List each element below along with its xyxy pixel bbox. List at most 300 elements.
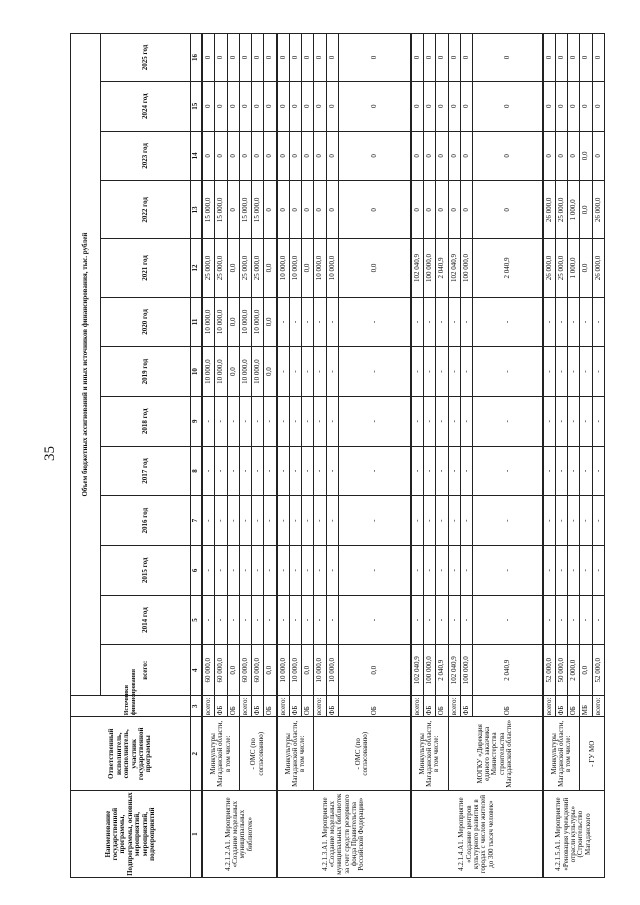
funding-value: 10 000,0 xyxy=(252,297,264,347)
funding-value: - xyxy=(289,595,301,645)
funding-value: - xyxy=(289,546,301,596)
header-year: 2016 год xyxy=(101,496,191,546)
funding-value: 25 000,0 xyxy=(215,239,227,297)
funding-value: - xyxy=(580,396,592,446)
funding-value: - xyxy=(215,396,227,446)
table-row xyxy=(314,34,326,878)
funding-value: 0 xyxy=(568,81,580,131)
table-row xyxy=(580,34,592,878)
funding-value: - xyxy=(326,396,338,446)
funding-value: - xyxy=(424,396,436,446)
column-number: 15 xyxy=(191,81,203,131)
funding-value: 0 xyxy=(289,131,301,181)
funding-value: 0 xyxy=(215,34,227,82)
funding-value: - xyxy=(424,595,436,645)
funding-value: - xyxy=(289,496,301,546)
funding-value: 52 000,0 xyxy=(543,645,556,696)
funding-value: - xyxy=(215,595,227,645)
funding-value: 10 000,0 xyxy=(239,347,251,397)
funding-value: - xyxy=(436,347,448,397)
funding-value: - xyxy=(555,446,567,496)
funding-value: 15 000,0 xyxy=(215,181,227,239)
funding-value: 0 xyxy=(448,34,460,82)
funding-value: - xyxy=(326,546,338,596)
funding-value: 25 000,0 xyxy=(202,239,215,297)
funding-source: всего: xyxy=(314,696,326,717)
funding-value: - xyxy=(460,396,472,446)
funding-value: 10 000,0 xyxy=(215,347,227,397)
funding-value: - xyxy=(326,496,338,546)
header-name: Наименование государственной программы, Подпрограммы, основных мероприятий, мероприятий, подмероприятий xyxy=(71,791,191,878)
funding-value: 26 000,0 xyxy=(543,239,556,297)
funding-value: 0,0 xyxy=(264,347,277,397)
header-year: 2020 год xyxy=(101,297,191,347)
column-number: 10 xyxy=(191,347,203,397)
funding-value: 0 xyxy=(289,34,301,82)
funding-value: - xyxy=(215,496,227,546)
column-number: 13 xyxy=(191,181,203,239)
funding-value: - xyxy=(202,446,215,496)
funding-value: 0,0 xyxy=(580,181,592,239)
funding-value: 0 xyxy=(326,131,338,181)
funding-value: - xyxy=(473,396,543,446)
funding-value: 102 040,9 xyxy=(448,645,460,696)
funding-value: 10 000,0 xyxy=(326,645,338,696)
funding-value: 0 xyxy=(264,181,277,239)
funding-value: - xyxy=(239,496,251,546)
header-year: 2023 год xyxy=(101,131,191,181)
funding-value: 0,0 xyxy=(227,239,239,297)
activity-name: 4.2.1.5.А1. Мероприятие «Реновация учреждений отрасли культуры» (Строительство Магаданского xyxy=(543,791,605,878)
funding-value: - xyxy=(473,446,543,496)
funding-value: - xyxy=(264,396,277,446)
funding-value: 0 xyxy=(302,181,314,239)
funding-value: 0 xyxy=(411,34,424,82)
funding-value: 0 xyxy=(448,181,460,239)
funding-value: 0 xyxy=(302,131,314,181)
funding-value: - xyxy=(202,496,215,546)
funding-value: 60 000,0 xyxy=(215,645,227,696)
funding-value: 0 xyxy=(202,81,215,131)
funding-value: 0 xyxy=(227,131,239,181)
column-number: 6 xyxy=(191,546,203,596)
funding-value: 10 000,0 xyxy=(289,239,301,297)
column-number: 11 xyxy=(191,297,203,347)
header-year: 2019 год xyxy=(101,347,191,397)
funding-value: 0,0 xyxy=(264,645,277,696)
funding-value: 0 xyxy=(277,34,290,82)
funding-value: 15 000,0 xyxy=(252,181,264,239)
funding-value: - xyxy=(424,496,436,546)
column-number: 14 xyxy=(191,131,203,181)
funding-value: 0 xyxy=(338,181,410,239)
funding-value: - xyxy=(314,496,326,546)
funding-value: - xyxy=(543,496,556,546)
funding-value: 0,0 xyxy=(227,645,239,696)
funding-value: - xyxy=(448,546,460,596)
funding-value: 0,0 xyxy=(580,239,592,297)
funding-value: - xyxy=(227,546,239,596)
funding-source: ОБ xyxy=(227,696,239,717)
funding-value: 0 xyxy=(326,34,338,82)
table-row xyxy=(239,34,251,878)
funding-value: - xyxy=(338,446,410,496)
funding-value: - xyxy=(239,396,251,446)
funding-value: 10 000,0 xyxy=(252,347,264,397)
funding-value: 26 000,0 xyxy=(543,181,556,239)
funding-value: - xyxy=(227,446,239,496)
funding-value: - xyxy=(448,297,460,347)
funding-value: 0 xyxy=(460,131,472,181)
funding-value: - xyxy=(227,396,239,446)
funding-source: ОБ xyxy=(302,696,314,717)
page-number: 35 xyxy=(41,445,58,461)
column-number-row xyxy=(191,34,203,878)
table-row xyxy=(202,34,215,878)
funding-value: - xyxy=(473,297,543,347)
funding-value: 10 000,0 xyxy=(277,645,290,696)
funding-value: 0 xyxy=(473,81,543,131)
header-funding: Объем бюджетных ассигнований и иных источников финансирования, тыс. рублей xyxy=(71,34,101,696)
funding-value: 0 xyxy=(592,34,604,82)
funding-value: 0 xyxy=(543,131,556,181)
funding-value: 0 xyxy=(436,81,448,131)
funding-value: 0 xyxy=(338,131,410,181)
header-source: Источники финансирования xyxy=(71,696,191,717)
funding-value: - xyxy=(326,446,338,496)
funding-source: ФБ xyxy=(215,696,227,717)
column-number: 7 xyxy=(191,496,203,546)
funding-value: - xyxy=(555,595,567,645)
funding-value: 26 000,0 xyxy=(592,239,604,297)
funding-value: - xyxy=(252,595,264,645)
funding-value: - xyxy=(543,595,556,645)
funding-value: - xyxy=(227,595,239,645)
funding-value: - xyxy=(314,595,326,645)
funding-value: - xyxy=(436,297,448,347)
funding-value: 0 xyxy=(411,131,424,181)
funding-source: ОБ xyxy=(338,696,410,717)
funding-source: ОБ xyxy=(436,696,448,717)
funding-value: - xyxy=(592,595,604,645)
funding-value: 0 xyxy=(424,181,436,239)
funding-value: 15 000,0 xyxy=(239,181,251,239)
funding-value: - xyxy=(448,446,460,496)
funding-value: - xyxy=(302,595,314,645)
header-year: 2025 год xyxy=(101,34,191,82)
funding-value: - xyxy=(202,595,215,645)
funding-value: - xyxy=(424,297,436,347)
funding-value: 0,0 xyxy=(338,239,410,297)
table-row xyxy=(448,34,460,878)
header-year: 2014 год xyxy=(101,595,191,645)
funding-source: ОБ xyxy=(473,696,543,717)
funding-value: - xyxy=(277,297,290,347)
funding-value: 0 xyxy=(227,181,239,239)
funding-value: - xyxy=(460,496,472,546)
funding-value: - xyxy=(326,595,338,645)
table-row xyxy=(411,34,424,878)
funding-value: - xyxy=(460,546,472,596)
funding-value: - xyxy=(314,546,326,596)
funding-value: 0 xyxy=(436,34,448,82)
funding-value: - xyxy=(568,496,580,546)
funding-value: - xyxy=(202,396,215,446)
responsible-sub: - ГУ МО xyxy=(580,717,605,791)
column-number: 2 xyxy=(191,717,203,791)
funding-value: - xyxy=(460,446,472,496)
funding-value: 0 xyxy=(543,81,556,131)
funding-value: - xyxy=(227,496,239,546)
funding-value: 52 000,0 xyxy=(592,645,604,696)
funding-value: 0 xyxy=(592,81,604,131)
funding-value: - xyxy=(555,297,567,347)
funding-value: 10 000,0 xyxy=(215,297,227,347)
column-number: 4 xyxy=(191,645,203,696)
funding-value: 0 xyxy=(473,34,543,82)
funding-value: - xyxy=(448,595,460,645)
funding-value: 0 xyxy=(227,81,239,131)
responsible-sub: МОГКУ «Дирекция единого заказчика Министерства строительства Магаданской области» xyxy=(448,717,543,791)
funding-value: 0 xyxy=(302,34,314,82)
funding-value: 0 xyxy=(239,34,251,82)
funding-value: 102 040,9 xyxy=(411,239,424,297)
funding-value: 0,0 xyxy=(338,645,410,696)
funding-source: всего: xyxy=(202,696,215,717)
funding-value: 0 xyxy=(215,131,227,181)
column-number: 8 xyxy=(191,446,203,496)
funding-value: 0 xyxy=(424,81,436,131)
funding-value: 2 040,9 xyxy=(436,645,448,696)
funding-value: - xyxy=(543,297,556,347)
funding-value: 0 xyxy=(555,34,567,82)
funding-value: - xyxy=(314,446,326,496)
funding-value: 10 000,0 xyxy=(277,239,290,297)
funding-value: 0 xyxy=(239,131,251,181)
funding-value: - xyxy=(580,546,592,596)
header-total: всего: xyxy=(101,645,191,696)
header-responsible: Ответственный исполнитель, соисполнитель, участник государственной программы xyxy=(71,717,191,791)
funding-value: 15 000,0 xyxy=(202,181,215,239)
funding-value: - xyxy=(277,347,290,397)
funding-value: 0,0 xyxy=(302,645,314,696)
funding-value: 0,0 xyxy=(227,347,239,397)
funding-value: - xyxy=(239,446,251,496)
funding-value: 0 xyxy=(424,34,436,82)
funding-value: 100 000,0 xyxy=(460,645,472,696)
funding-value: - xyxy=(302,446,314,496)
funding-value: 0 xyxy=(448,81,460,131)
header-year: 2015 год xyxy=(101,546,191,596)
funding-value: - xyxy=(460,595,472,645)
funding-value: 0 xyxy=(592,131,604,181)
activity-name: 4.2.1.4.А1. Мероприятие «Создание центров культурного развития в городах с числом жителей до 300 тысяч человек» xyxy=(411,791,543,878)
funding-value: - xyxy=(302,297,314,347)
funding-value: 0 xyxy=(277,81,290,131)
funding-value: 102 040,9 xyxy=(448,239,460,297)
responsible-main: Минкультуры Магаданской области, в том числе: xyxy=(202,717,239,791)
funding-value: 0 xyxy=(543,34,556,82)
funding-value: - xyxy=(592,446,604,496)
funding-value: 100 000,0 xyxy=(424,239,436,297)
funding-value: - xyxy=(252,546,264,596)
funding-value: - xyxy=(424,347,436,397)
funding-value: - xyxy=(252,396,264,446)
funding-value: - xyxy=(252,446,264,496)
responsible-main: Минкультуры Магаданской области, в том числе: xyxy=(277,717,314,791)
funding-value: - xyxy=(580,347,592,397)
column-number: 3 xyxy=(191,696,203,717)
funding-value: 1 000,0 xyxy=(568,239,580,297)
funding-value: 0,0 xyxy=(302,239,314,297)
funding-value: 0 xyxy=(555,131,567,181)
funding-value: 10 000,0 xyxy=(202,347,215,397)
funding-value: - xyxy=(411,347,424,397)
funding-value: - xyxy=(338,347,410,397)
funding-source: всего: xyxy=(543,696,556,717)
funding-value: - xyxy=(543,396,556,446)
funding-value: 0 xyxy=(326,181,338,239)
funding-value: - xyxy=(580,496,592,546)
funding-value: 0 xyxy=(202,131,215,181)
funding-value: - xyxy=(326,297,338,347)
funding-value: 25 000,0 xyxy=(239,239,251,297)
funding-value: - xyxy=(302,496,314,546)
funding-value: - xyxy=(411,446,424,496)
funding-source: всего: xyxy=(411,696,424,717)
funding-value: 0 xyxy=(289,181,301,239)
funding-value: - xyxy=(592,347,604,397)
funding-table-container xyxy=(70,33,605,878)
funding-value: - xyxy=(302,396,314,446)
funding-value: - xyxy=(277,496,290,546)
funding-value: 0,0 xyxy=(580,645,592,696)
funding-value: 0 xyxy=(555,81,567,131)
funding-value: - xyxy=(436,396,448,446)
funding-value: 60 000,0 xyxy=(202,645,215,696)
funding-source: ФБ xyxy=(555,696,567,717)
header-year: 2024 год xyxy=(101,81,191,131)
funding-value: - xyxy=(473,595,543,645)
funding-value: 0 xyxy=(314,81,326,131)
funding-value: 0 xyxy=(215,81,227,131)
funding-value: 60 000,0 xyxy=(239,645,251,696)
funding-source: МБ xyxy=(580,696,592,717)
funding-value: - xyxy=(302,546,314,596)
responsible-sub: - ОМС (по согласованию) xyxy=(314,717,411,791)
funding-value: 0 xyxy=(473,181,543,239)
funding-value: - xyxy=(314,396,326,446)
column-number: 16 xyxy=(191,34,203,82)
header-year: 2017 год xyxy=(101,446,191,496)
funding-value: 0 xyxy=(411,81,424,131)
funding-table xyxy=(70,33,605,878)
funding-value: 0 xyxy=(460,34,472,82)
funding-value: - xyxy=(411,297,424,347)
funding-value: - xyxy=(592,297,604,347)
funding-value: 0 xyxy=(277,131,290,181)
funding-value: - xyxy=(302,347,314,397)
funding-value: 0 xyxy=(568,131,580,181)
funding-value: 0 xyxy=(239,81,251,131)
funding-value: - xyxy=(436,546,448,596)
funding-value: 0 xyxy=(580,34,592,82)
funding-value: - xyxy=(448,347,460,397)
responsible-main: Минкультуры Магаданской области, в том числе: xyxy=(411,717,448,791)
funding-value: - xyxy=(436,595,448,645)
funding-value: - xyxy=(555,396,567,446)
funding-source: всего: xyxy=(592,696,604,717)
funding-value: - xyxy=(277,446,290,496)
funding-value: - xyxy=(215,446,227,496)
funding-value: - xyxy=(289,297,301,347)
funding-value: - xyxy=(436,496,448,546)
funding-value: 0 xyxy=(424,131,436,181)
funding-value: - xyxy=(289,396,301,446)
funding-value: 0,0 xyxy=(227,297,239,347)
funding-source: всего: xyxy=(448,696,460,717)
funding-value: - xyxy=(314,347,326,397)
funding-value: 10 000,0 xyxy=(289,645,301,696)
funding-value: - xyxy=(543,347,556,397)
funding-value: 0 xyxy=(264,131,277,181)
funding-source: ОБ xyxy=(568,696,580,717)
funding-value: 0 xyxy=(252,81,264,131)
funding-value: - xyxy=(411,496,424,546)
funding-value: - xyxy=(289,446,301,496)
funding-value: - xyxy=(543,446,556,496)
funding-value: - xyxy=(568,595,580,645)
funding-value: - xyxy=(338,546,410,596)
funding-value: - xyxy=(580,446,592,496)
funding-value: - xyxy=(239,546,251,596)
funding-value: - xyxy=(277,396,290,446)
funding-value: - xyxy=(568,546,580,596)
funding-value: 0 xyxy=(473,131,543,181)
funding-value: - xyxy=(424,446,436,496)
funding-value: 10 000,0 xyxy=(202,297,215,347)
funding-value: 25 000,0 xyxy=(252,239,264,297)
funding-value: 0 xyxy=(302,81,314,131)
funding-value: 26 000,0 xyxy=(592,181,604,239)
funding-value: 102 040,9 xyxy=(411,645,424,696)
funding-value: - xyxy=(326,347,338,397)
funding-value: - xyxy=(314,297,326,347)
funding-value: - xyxy=(543,546,556,596)
column-number: 12 xyxy=(191,239,203,297)
funding-value: - xyxy=(338,496,410,546)
funding-value: 0 xyxy=(227,34,239,82)
funding-value: 0 xyxy=(568,34,580,82)
funding-value: 2 040,9 xyxy=(473,645,543,696)
header-year: 2022 год xyxy=(101,181,191,239)
funding-value: 10 000,0 xyxy=(314,645,326,696)
funding-value: 0 xyxy=(580,81,592,131)
funding-value: - xyxy=(592,546,604,596)
funding-value: - xyxy=(568,396,580,446)
funding-value: 0 xyxy=(460,181,472,239)
funding-value: 0 xyxy=(289,81,301,131)
funding-value: 10 000,0 xyxy=(314,239,326,297)
activity-name: 4.2.1.2.А1. Мероприятие «Создание модельных муниципальных библиотек» xyxy=(202,791,277,878)
funding-value: 0 xyxy=(314,34,326,82)
funding-value: - xyxy=(555,496,567,546)
funding-value: - xyxy=(411,396,424,446)
funding-value: - xyxy=(448,496,460,546)
funding-value: 100 000,0 xyxy=(424,645,436,696)
funding-value: - xyxy=(568,297,580,347)
funding-value: 0 xyxy=(448,131,460,181)
